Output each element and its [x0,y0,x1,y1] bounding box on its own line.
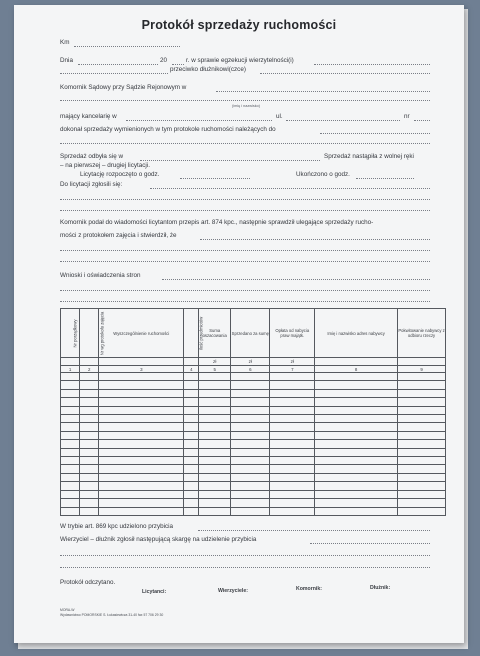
table-cell[interactable] [231,490,270,498]
read-label: Protokół odczytano. [60,579,116,586]
table-cell[interactable] [199,398,231,406]
bidders-signature-label: Licytanci: [142,589,167,595]
table-row [61,482,446,490]
column-number: 7 [270,366,315,373]
table-cell[interactable] [398,381,446,389]
table-cell[interactable] [184,490,199,498]
table-cell[interactable] [199,431,231,439]
table-cell[interactable] [231,440,270,448]
case-label: r. w sprawie egzekucji wierzytelności(i) [186,57,294,64]
notice-field-2[interactable] [60,250,430,251]
sale-place-field[interactable] [140,160,320,161]
table-cell[interactable] [61,448,80,456]
table-cell[interactable] [80,415,99,423]
bidders-label: Do licytacji zgłosili się: [60,181,123,188]
printer-info: Wydawnictwo POMORSKIE S. Łukasiewicza 31-40 fax 57 706 29 30 [60,613,164,617]
table-row [61,499,446,507]
table-cell[interactable] [315,381,398,389]
table-cell[interactable] [61,499,80,507]
table-cell[interactable] [199,415,231,423]
table-cell[interactable] [199,406,231,414]
table-cell[interactable] [270,389,315,397]
end-time-field[interactable] [356,178,414,179]
motions-field-2[interactable] [60,290,430,291]
table-row [61,431,446,439]
table-row [61,423,446,431]
creditor-field[interactable] [60,73,168,74]
column-number: 1 [61,366,80,373]
table-cell[interactable] [398,431,446,439]
table-cell[interactable] [398,415,446,423]
start-time-field[interactable] [180,178,250,179]
table-cell[interactable] [270,415,315,423]
table-cell[interactable] [270,499,315,507]
table-cell[interactable] [99,507,184,516]
table-cell[interactable] [315,465,398,473]
col-valuation-header: Suma oszacowania [199,309,231,358]
table-cell[interactable] [398,457,446,465]
complaint-field-3[interactable] [60,567,430,568]
table-cell[interactable] [61,431,80,439]
table-cell[interactable] [99,381,184,389]
office-label: mający kancelarię w [60,113,117,120]
table-row [61,448,446,456]
end-time-label: Ukończono o godz. [296,171,350,178]
table-cell[interactable] [184,406,199,414]
table-cell[interactable] [231,499,270,507]
unit-cell [61,358,80,366]
table-cell[interactable] [398,440,446,448]
table-cell[interactable] [270,398,315,406]
table-cell[interactable] [315,457,398,465]
table-cell[interactable] [184,440,199,448]
table-cell[interactable] [398,473,446,481]
number-label: nr [404,113,410,120]
motions-field-3[interactable] [60,301,430,302]
table-cell[interactable] [184,448,199,456]
table-cell[interactable] [398,482,446,490]
table-cell[interactable] [270,507,315,516]
table-cell[interactable] [270,406,315,414]
table-cell[interactable] [80,448,99,456]
table-cell[interactable] [99,406,184,414]
table-cell[interactable] [184,398,199,406]
table-cell[interactable] [315,415,398,423]
col-buyer-header: Imię i nazwisko adres nabywcy [315,309,398,358]
debtor-signature-label: Dłużnik: [370,585,391,591]
unit-cell [315,358,398,366]
debtor-label: przeciwko dłużnikowi(czce) [170,66,246,73]
table-cell[interactable] [270,431,315,439]
table-cell[interactable] [199,448,231,456]
case-field[interactable] [314,64,430,65]
unit-cell [398,358,446,366]
table-cell[interactable] [315,482,398,490]
table-cell[interactable] [80,465,99,473]
bidders-field[interactable] [150,188,430,189]
col-receipt-header: Pokwitowanie nabywcy z odbioru rzeczy [398,309,446,358]
table-cell[interactable] [315,473,398,481]
table-cell[interactable] [398,507,446,516]
table-cell[interactable] [398,448,446,456]
column-number: 4 [184,366,199,373]
unit-cell [80,358,99,366]
km-label: Km [60,39,70,46]
year-field[interactable] [172,64,184,65]
table-cell[interactable] [184,381,199,389]
table-cell[interactable] [199,389,231,397]
table-cell[interactable] [199,490,231,498]
table-cell[interactable] [61,373,80,381]
office-field[interactable] [126,120,272,121]
unit-cell: zł [199,358,231,366]
table-cell[interactable] [80,389,99,397]
table-header-row [61,309,446,358]
art869-label: W trybie art. 869 kpc udzielono przybicia [60,523,174,530]
table-cell[interactable] [199,457,231,465]
table-cell[interactable] [61,389,80,397]
table-cell[interactable] [199,465,231,473]
owner-field[interactable] [320,133,430,134]
notice-line-2: mości z protokołem zajęcia i stwierdził, że [60,232,177,239]
column-number: 6 [231,366,270,373]
table-row [61,398,446,406]
table-cell[interactable] [231,507,270,516]
sale-place-label: Sprzedaż odbyła się w [60,153,124,160]
table-cell[interactable] [270,457,315,465]
table-cell[interactable] [231,415,270,423]
table-cell[interactable] [99,440,184,448]
table-cell[interactable] [99,465,184,473]
form-page [14,5,464,643]
sale-performed-label: dokonał sprzedaży wymienionych w tym protokole ruchomości należących do [60,126,276,133]
bailiff-signature-label: Komornik: [296,586,322,592]
table-cell[interactable] [398,389,446,397]
notice-field[interactable] [200,239,430,240]
table-cell[interactable] [398,406,446,414]
table-row [61,507,446,516]
unit-cell: zł [231,358,270,366]
column-number: 9 [398,366,446,373]
table-cell[interactable] [184,457,199,465]
table-cell[interactable] [199,482,231,490]
table-cell[interactable] [199,499,231,507]
col-items-header: Wyszczególnienie ruchomości [99,309,184,358]
bidders-field-2[interactable] [60,199,430,200]
table-cell[interactable] [61,457,80,465]
table-cell[interactable] [61,482,80,490]
table-row [61,415,446,423]
table-cell[interactable] [61,465,80,473]
unit-cell: zł [270,358,315,366]
table-cell[interactable] [80,473,99,481]
column-number: 8 [315,366,398,373]
table-cell[interactable] [61,423,80,431]
table-cell[interactable] [270,448,315,456]
table-cell[interactable] [270,423,315,431]
table-cell[interactable] [315,389,398,397]
col-quantity-header: Ilość przedmiotów [184,309,199,358]
table-cell[interactable] [315,507,398,516]
table-cell[interactable] [99,431,184,439]
table-cell[interactable] [61,415,80,423]
table-cell[interactable] [398,423,446,431]
table-cell[interactable] [270,440,315,448]
table-cell[interactable] [315,406,398,414]
table-cell[interactable] [231,482,270,490]
table-cell[interactable] [80,499,99,507]
table-cell[interactable] [398,373,446,381]
table-cell[interactable] [80,457,99,465]
table-cell[interactable] [99,482,184,490]
table-cell[interactable] [199,381,231,389]
table-row [61,389,446,397]
table-cell[interactable] [315,431,398,439]
table-cell[interactable] [99,448,184,456]
table-cell[interactable] [184,415,199,423]
table-cell[interactable] [184,482,199,490]
table-row [61,473,446,481]
table-cell[interactable] [184,499,199,507]
table-cell[interactable] [99,389,184,397]
table-cell[interactable] [184,431,199,439]
table-row [61,457,446,465]
table-cell[interactable] [231,457,270,465]
table-cell[interactable] [61,440,80,448]
table-cell[interactable] [231,431,270,439]
table-cell[interactable] [270,482,315,490]
table-cell[interactable] [270,490,315,498]
table-cell[interactable] [184,465,199,473]
col-ordinal-header: Nr porządkowy [61,309,80,358]
col-sold-for-header: Sprzedano za sumę [231,309,270,358]
table-cell[interactable] [184,473,199,481]
table-cell[interactable] [270,473,315,481]
date-field[interactable] [78,64,158,65]
table-cell[interactable] [315,373,398,381]
table-row [61,373,446,381]
column-number: 3 [99,366,184,373]
table-cell[interactable] [231,448,270,456]
unit-cell [99,358,184,366]
table-row [61,381,446,389]
km-field[interactable] [74,46,180,47]
creditors-signature-label: Wierzyciele: [218,588,248,594]
table-cell[interactable] [80,423,99,431]
table-cell[interactable] [315,423,398,431]
table-cell[interactable] [184,423,199,431]
table-cell[interactable] [315,499,398,507]
table-cell[interactable] [80,431,99,439]
table-row [61,465,446,473]
table-cell[interactable] [398,398,446,406]
table-cell[interactable] [231,465,270,473]
col-fee-header: Opłata od nabycia praw majątk. [270,309,315,358]
table-cell[interactable] [199,473,231,481]
auction-round-label: – na pierwszej – drugiej licytacji. [60,162,150,169]
table-cell[interactable] [80,373,99,381]
table-cell[interactable] [184,373,199,381]
free-hand-label: Sprzedaż nastąpiła z wolnej ręki [324,153,414,160]
table-cell[interactable] [80,406,99,414]
table-cell[interactable] [270,373,315,381]
table-cell[interactable] [99,423,184,431]
table-cell[interactable] [61,473,80,481]
notice-line-1: Komornik podał do wiadomości licytantom przepis art. 874 kpc., następnie sprawdził ulegające sprzedaży rucho- [60,219,374,226]
table-cell[interactable] [315,448,398,456]
table-row [61,490,446,498]
table-cell[interactable] [184,507,199,516]
table-cell[interactable] [315,398,398,406]
table-cell[interactable] [231,423,270,431]
col-seizure-no-header: Nr wg protokołu zajęcia [80,309,99,358]
table-cell[interactable] [199,423,231,431]
table-cell[interactable] [99,499,184,507]
complaint-label: Wierzyciel – dłużnik zgłosił następującą skargę na udzielenie przybicia [60,536,257,543]
table-cell[interactable] [231,473,270,481]
table-cell[interactable] [61,490,80,498]
table-cell[interactable] [61,381,80,389]
column-number: 5 [199,366,231,373]
table-cell[interactable] [80,398,99,406]
table-cell[interactable] [99,490,184,498]
complaint-field[interactable] [310,543,430,544]
street-label: ul. [276,113,283,120]
street-field[interactable] [286,120,400,121]
table-cell[interactable] [80,381,99,389]
motions-label: Wnioski i oświadczenia stron [60,272,141,279]
table-row [61,440,446,448]
bailiff-name-field[interactable] [60,100,430,101]
table-cell[interactable] [199,507,231,516]
table-cell[interactable] [231,373,270,381]
table-cell[interactable] [199,373,231,381]
table-units-row [61,358,446,366]
table-number-row [61,366,446,373]
bailiff-court-field[interactable] [216,91,430,92]
table-cell[interactable] [231,381,270,389]
unit-cell [184,358,199,366]
table-cell[interactable] [80,507,99,516]
motions-field[interactable] [162,279,430,280]
column-number: 2 [80,366,99,373]
table-cell[interactable] [398,465,446,473]
table-cell[interactable] [231,389,270,397]
table-cell[interactable] [99,373,184,381]
table-cell[interactable] [199,440,231,448]
table-cell[interactable] [231,406,270,414]
table-cell[interactable] [61,406,80,414]
table-cell[interactable] [315,490,398,498]
form-title: Protokół sprzedaży ruchomości [141,18,337,32]
number-field[interactable] [414,120,430,121]
start-time-label: Licytację rozpoczęto o godz. [80,171,160,178]
owner-field-2[interactable] [60,143,430,144]
table-cell[interactable] [398,490,446,498]
table-cell[interactable] [231,398,270,406]
table-cell[interactable] [398,499,446,507]
complaint-field-2[interactable] [60,555,430,556]
table-cell[interactable] [80,482,99,490]
art869-field[interactable] [198,530,430,531]
form-sheet [14,5,464,643]
table-cell[interactable] [99,473,184,481]
table-cell[interactable] [80,490,99,498]
table-cell[interactable] [80,440,99,448]
table-cell[interactable] [99,398,184,406]
bailiff-court-label: Komornik Sądowy przy Sądzie Rejonowym w [60,84,187,91]
table-cell[interactable] [270,465,315,473]
table-cell[interactable] [270,381,315,389]
year-prefix: 20 [160,57,168,64]
table-cell[interactable] [184,389,199,397]
table-cell[interactable] [61,507,80,516]
table-cell[interactable] [61,398,80,406]
bidders-field-3[interactable] [60,210,430,211]
form-code: MORA-W [60,608,75,612]
table-cell[interactable] [99,457,184,465]
table-cell[interactable] [99,415,184,423]
debtor-field[interactable] [260,73,430,74]
name-caption: (imię i nazwisko) [232,104,261,108]
table-cell[interactable] [315,440,398,448]
items-table [60,308,446,516]
notice-field-3[interactable] [60,261,430,262]
table-row [61,406,446,414]
date-label: Dnia [60,57,73,64]
